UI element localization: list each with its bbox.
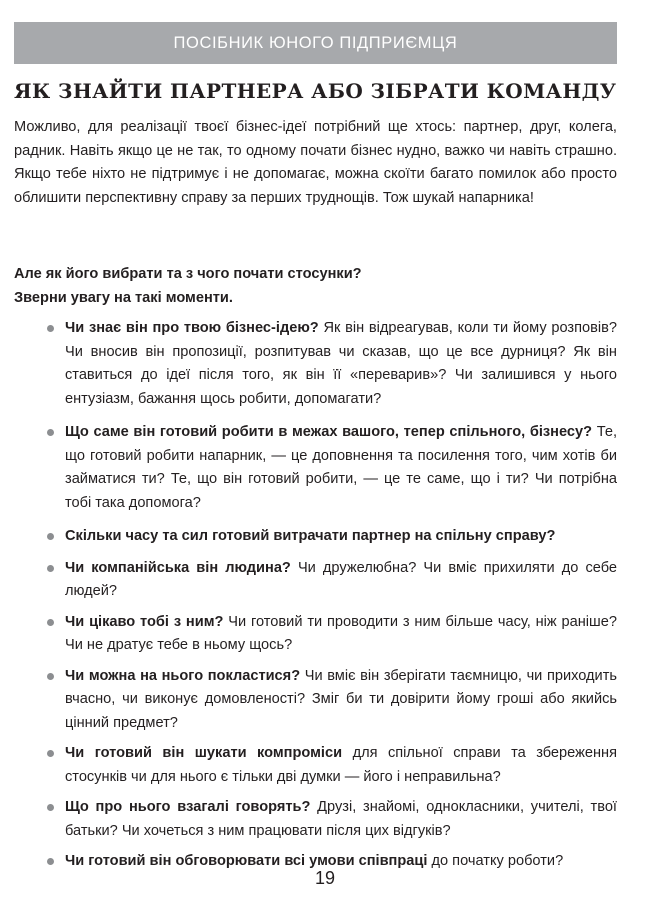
list-item-bold: Чи можна на нього покластися?: [65, 667, 301, 684]
bullet-icon: [47, 325, 54, 332]
list-item-text: Чи дружелюбна? Чи вміє прихиляти до себе людей?: [65, 559, 618, 599]
list-item: [44, 317, 617, 411]
list-item-bold: Чи цікаво тобі з ним?: [65, 613, 224, 630]
list-item-text: для спільної справи та збереження стосунків чи для нього є тільки дві думки — його і неправильна?: [65, 745, 618, 785]
list-item-bold: Чи готовий він шукати компроміси: [65, 745, 343, 761]
bullet-icon: [47, 619, 54, 626]
question-line-2: Зверни увагу на такі моменти.: [14, 289, 233, 306]
list-item: [44, 611, 617, 658]
bullet-icon: [47, 533, 54, 540]
criteria-list: [44, 317, 617, 874]
list-item-text: Друзі, знайомі, однокласники, учителі, твої батьки? Чи хочеться з ним працювати після цих відгуків?: [65, 799, 617, 839]
page-number: 19: [314, 868, 336, 888]
list-item-bold: Скільки часу та сил готовий витрачати партнер на спільну справу?: [65, 528, 556, 544]
bullet-icon: [47, 673, 54, 680]
running-header-title: ПОСІБНИК ЮНОГО ПІДПРИЄМЦЯ: [173, 33, 458, 52]
list-item-text: Як він відреагував, коли ти йому розповів? Чи вносив він пропозиції, розпитував чи сказав, що це все дурниця? Як він ставиться до ідеї після того, як він її «переварив»? Чи залишився у нього ентузіазм, бажання щось робити, допомагати?: [65, 320, 617, 407]
list-item-text: Чи вміє він зберігати таємницю, чи приходить вчасно, чи виконує домовленості? Зміг би ти довірити йому гроші або якийсь цінний предмет?: [65, 667, 617, 731]
list-item: [44, 742, 617, 789]
bullet-icon: [47, 804, 54, 811]
list-item: [44, 796, 617, 843]
list-item: [44, 525, 617, 549]
list-item-bold: Що про нього взагалі говорять?: [65, 799, 311, 815]
bullet-icon: [47, 565, 54, 572]
list-item-bold: Чи знає він про твою бізнес-ідею?: [65, 320, 319, 336]
list-item-text: Те, що готовий робити напарник, — це доповнення та посилення того, чим хотів би займатися ти? Те, що він готовий робити, — це те саме, що і ти? Чи потрібна тобі така допомога?: [65, 424, 617, 511]
question-block: [14, 263, 617, 310]
list-item: [44, 421, 617, 515]
intro-paragraph: Можливо, для реалізації твоєї бізнес-ідеї потрібний ще хтось: партнер, друг, колега, радник. Навіть якщо це не так, то одному почати бізнес нудно, важко чи навіть страшно. Якщо тебе ніхто не підтримує і не допомагає, можна скоїти багато помилок або просто облишити перспективну справу за перших труднощів. Тож шукай напарника!: [14, 119, 617, 206]
list-item-bold: Чи готовий він обговорювати всі умови співпраці: [65, 853, 428, 869]
list-item: [44, 665, 617, 736]
list-item-bold: Що саме він готовий робити в межах вашого, тепер спільного, бізнесу?: [65, 424, 593, 440]
question-line-1: Але як його вибрати та з чого почати стосунки?: [14, 266, 362, 282]
running-header: [14, 22, 617, 64]
list-item-text: до початку роботи?: [427, 853, 564, 869]
bullet-icon: [47, 750, 54, 757]
list-item: [44, 557, 617, 604]
section-title: ЯК ЗНАЙТИ ПАРТНЕРА АБО ЗІБРАТИ КОМАНДУ: [14, 79, 617, 103]
bullet-icon: [47, 858, 54, 865]
list-item-text: Чи готовий ти проводити з ним більше часу, ніж раніше? Чи не дратує тебе в ньому щось?: [65, 613, 617, 653]
bullet-icon: [47, 429, 54, 436]
list-item-bold: Чи компанійська він людина?: [65, 559, 291, 576]
